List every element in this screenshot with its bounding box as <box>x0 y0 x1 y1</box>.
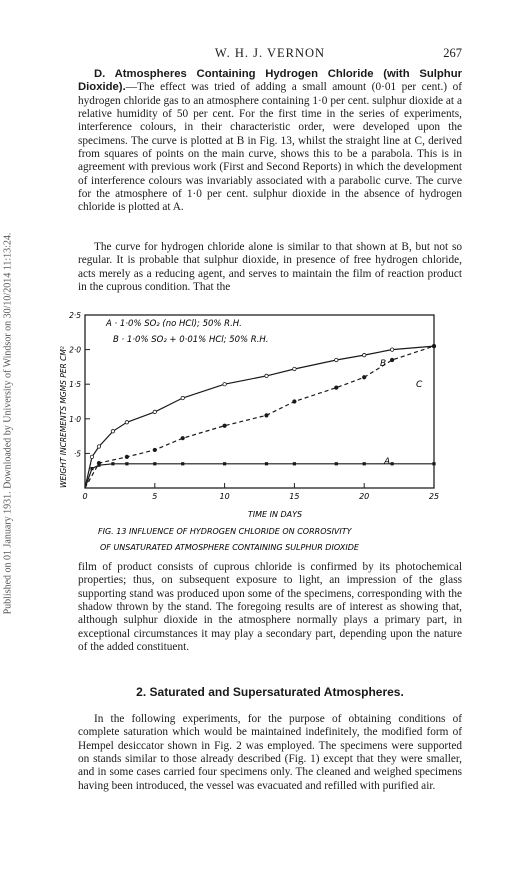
data-point-a <box>153 462 156 465</box>
data-point-a <box>265 462 268 465</box>
data-point-b <box>111 430 114 433</box>
page-number: 267 <box>443 46 462 60</box>
data-point-b <box>293 367 296 370</box>
x-tick-label: 5 <box>152 492 158 501</box>
data-point-c <box>153 448 156 451</box>
data-point-b <box>97 445 100 448</box>
data-point-b <box>390 348 393 351</box>
x-axis-label: TIME IN DAYS <box>247 510 303 519</box>
x-tick-label: 20 <box>359 492 370 501</box>
y-tick-label: 1·5 <box>69 380 81 390</box>
data-point-b <box>265 374 268 377</box>
data-point-b <box>363 353 366 356</box>
data-point-b <box>181 396 184 399</box>
after-figure-paragraph: film of product consists of cuprous chloride is confirmed by its photochemical properties; thus, on subsequent exposure to light, an impression of the glass supporting stand was produced upon some of the specimens, corresponding with the shadow thrown by the stand. The foregoing results are of interest as showing that, although sulphur dioxide in the atmosphere normally plays a primary part, in exceptional circumstances it may play a secondary part, depending upon the nature of the added constituent. <box>78 561 462 654</box>
series-line-a <box>85 464 434 488</box>
header-author: W. H. J. VERNON <box>214 46 326 60</box>
legend-b: B · 1·0% SO₂ + 0·01% HCl; 50% R.H. <box>113 335 269 345</box>
section-d-paragraph-2: The curve for hydrogen chloride alone is similar to that shown at B, but not so regular. It is probable that sulphur dioxide, in presence of free hydrogen chloride, acts merely as a reducing agent, and serves to maintain the film of reaction product in the cuprous condition. That the <box>78 241 462 294</box>
x-tick-label: 10 <box>219 492 230 501</box>
data-point-b <box>125 421 128 424</box>
data-point-c <box>293 400 296 403</box>
x-tick-label: 15 <box>289 492 300 501</box>
data-point-a <box>293 462 296 465</box>
data-point-c <box>181 436 184 439</box>
data-point-c <box>390 358 393 361</box>
y-tick-label: 2·5 <box>69 311 81 320</box>
legend-a: A · 1·0% SO₂ (no HCl); 50% R.H. <box>106 319 242 329</box>
data-point-a <box>181 462 184 465</box>
x-tick-label: 0 <box>82 492 88 501</box>
curve-label-c: C <box>416 380 423 390</box>
data-point-c <box>335 386 338 389</box>
y-tick-label: 1·0 <box>69 414 81 424</box>
data-point-c <box>265 414 268 417</box>
data-point-a <box>223 462 226 465</box>
data-point-b <box>223 383 226 386</box>
data-point-b <box>153 410 156 413</box>
data-point-c <box>97 461 100 464</box>
y-axis-label: WEIGHT INCREMENTS MGMS PER CM² <box>59 346 68 488</box>
figure-caption-line-1: FIG. 13 INFLUENCE OF HYDROGEN CHLORIDE ON CORROSIVITY <box>98 527 352 536</box>
data-point-a <box>111 462 114 465</box>
section-d-body: —The effect was tried of adding a small amount (0·01 per cent.) of hydrogen chloride gas to an atmosphere containing 1·0 per cent. sulphur dioxide at a relative humidity of 50 per cent. For the first time in the series of experiments, interference colours, in their characteristic order, were developed upon the specimens. The curve is plotted at B in Fig. 13, whilst the straight line at C, derived from squares of points on the main curve, shows this to be a parabola. This is in agreement with previous work (First and Second Reports) in which the development of interference colours was invariably associated with a parabolic curve. The curve for the atmosphere of 1·0 per cent. sulphur dioxide in the absence of hydrogen chloride is plotted at A. <box>78 81 462 214</box>
y-tick-label: ·5 <box>73 449 81 459</box>
data-point-c <box>432 344 435 347</box>
data-point-c <box>223 424 226 427</box>
curve-label-a: A <box>384 457 391 467</box>
side-note-text: Published on 01 January 1931. Downloaded by University of Windsor on 30/10/2014 11:13:24. <box>2 232 14 615</box>
section-d-heading: D. Atmospheres Containing Hydrogen Chloride (with Sulphur Dioxide). <box>78 68 462 94</box>
data-point-a <box>125 462 128 465</box>
data-point-a <box>363 462 366 465</box>
data-point-a <box>90 467 93 470</box>
curve-label-b: B <box>380 359 387 369</box>
data-point-c <box>125 455 128 458</box>
data-point-c <box>363 376 366 379</box>
data-point-b <box>90 455 93 458</box>
data-point-a <box>335 462 338 465</box>
y-tick-label: 2·0 <box>69 345 81 355</box>
section-2-heading: 2. Saturated and Supersaturated Atmospheres. <box>136 685 404 699</box>
data-point-a <box>391 462 394 465</box>
figure-caption-line-2: OF UNSATURATED ATMOSPHERE CONTAINING SULPHUR DIOXIDE <box>100 543 359 552</box>
data-point-a <box>432 462 435 465</box>
section-2-paragraph: In the following experiments, for the purpose of obtaining conditions of complete saturation which would be maintained indefinitely, the modified form of Hempel desiccator shown in Fig. 2 was employed. The specimens were supported on stands similar to those already described (Fig. 1) except that they were smaller, and in some cases carried four specimens only. The cleaned and weighed specimens having been introduced, the vessel was evacuated and refilled with purified air. <box>78 713 462 792</box>
x-tick-label: 25 <box>428 492 440 501</box>
data-point-b <box>335 358 338 361</box>
